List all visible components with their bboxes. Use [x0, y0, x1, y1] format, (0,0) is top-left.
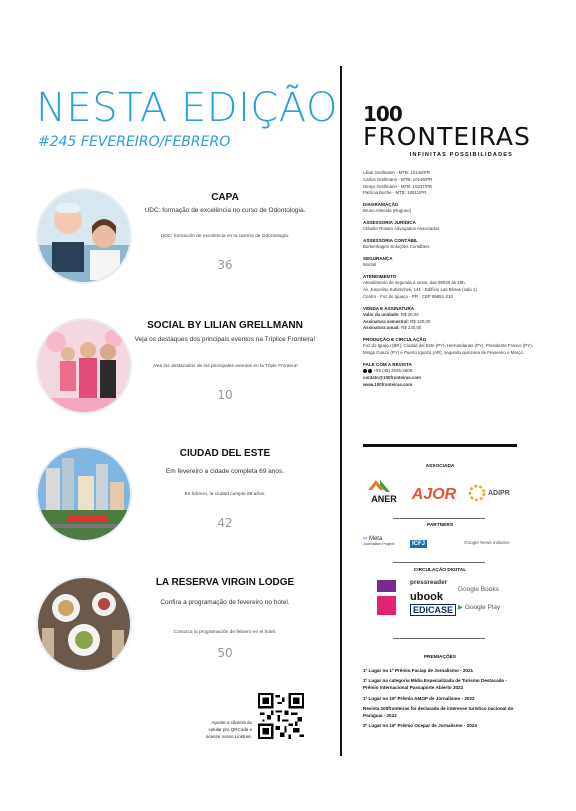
website-link[interactable]: www.100fronteiras.com — [363, 381, 413, 387]
phone-line[interactable]: +55 (45) 3025-2609 — [363, 368, 533, 375]
premiacoes-heading: PREMIAÇÕES — [423, 655, 457, 660]
journalist-line: Denys Grellmann - MTB: 10337/PR — [363, 183, 433, 189]
prizes-list — [363, 668, 523, 734]
pressreader-logo[interactable]: pressreader — [410, 579, 448, 586]
aner-logo[interactable] — [366, 478, 402, 508]
article-page-number: 50 — [217, 646, 233, 660]
section-heading: VENDA E ASSINATURA — [363, 305, 415, 311]
article-page-number: 36 — [217, 258, 233, 272]
svg-text:ADIPR: ADIPR — [488, 490, 510, 497]
article-summary-es: Conozca la programación de febrero en el hotel. — [173, 630, 277, 635]
email-link[interactable]: contato@100fronteiras.com — [363, 374, 421, 380]
partners-heading: PARTNERS — [426, 523, 454, 528]
meta-logo[interactable]: ∞ Meta Journalism Project — [363, 536, 395, 546]
section-heading: SEGURANÇA — [363, 256, 393, 262]
circulacao-heading: CIRCULAÇÃO DIGITAL — [413, 568, 467, 573]
article-title[interactable]: LA RESERVA VIRGIN LODGE — [155, 577, 295, 588]
svg-text:ANER: ANER — [371, 494, 397, 504]
article-summary-pt: Confira a programação de fevereiro no hotel. — [160, 599, 290, 606]
prize-item: Revista 100fronteiras foi declarada de interesse turístico nacional do Paraguai - 2022 — [363, 706, 514, 718]
qr-instructions: Aponte a câmera do celular pro QRCode e acesse nosso Linktree. — [205, 720, 252, 739]
divider — [393, 562, 485, 563]
prize-item: 3º Lugar no 16º Prêmio Ocepar de Jornalismo - 2024 — [363, 723, 477, 729]
brand-logo — [363, 102, 531, 159]
section-rule — [363, 444, 517, 447]
section-heading: PRODUÇÃO E CIRCULAÇÃO — [363, 337, 427, 343]
prize-item: 1º Lugar no 16º Prêmio AMOP de Jornalismo - 2022 — [363, 695, 475, 701]
app-store-tile-pink[interactable] — [377, 596, 396, 615]
section-value: Montal — [363, 262, 377, 268]
article-summary-pt: UDC: formação de excelência no curso de Odontologia. — [144, 207, 306, 214]
section-heading: ASSESSORIA CONTÁBIL — [363, 238, 418, 244]
article-summary-es: En febrero, la ciudad cumple 69 años. — [184, 492, 266, 497]
section-value: Centro - Foz do Iguaçu - PR - CEP 85851-210 — [363, 293, 453, 299]
divider — [393, 518, 485, 519]
price-line: Assinatura semestral: R$ 120,00 — [363, 318, 431, 324]
article-summary-pt: Veja os destaques dos principais eventos na Tríplice Fronteira! — [134, 336, 316, 343]
staff-box — [363, 170, 533, 393]
article-thumb-capa[interactable] — [36, 188, 132, 284]
issue-label: #245 FEVEREIRO/FEBRERO — [38, 134, 231, 150]
whatsapp-icon — [363, 369, 367, 373]
edicase-logo[interactable]: EDICASE — [410, 604, 456, 616]
google-books-logo[interactable]: Google Books — [458, 586, 499, 593]
prize-item: 1º Lugar no 1º Prêmio Faciap de Jornalismo - 2021 — [363, 668, 474, 673]
app-store-tile-purple[interactable] — [377, 580, 396, 592]
article-summary-es: UDC: formación de excelencia en la carrera de Odontología. — [160, 234, 290, 239]
google-play-icon: ▶ — [458, 604, 463, 611]
qr-code[interactable] — [258, 693, 304, 739]
article-title[interactable]: CIUDAD DEL ESTE — [179, 448, 271, 459]
svg-text:AJOR: AJOR — [411, 486, 457, 503]
article-thumb-ciudad[interactable] — [36, 446, 132, 542]
section-value: Foz do Iguaçu (BR), Ciudad del Este (PY), Hernandarias (PY), Presidente Franco (PY), Minga Guazú (PY) e Puerto Iguazú (AR), segunda quinzena de Fevereiro e Março. — [363, 343, 533, 356]
journalist-line: Carlos Grellmann - MTB: 10146/PR — [363, 176, 433, 182]
phone-icon — [368, 369, 372, 373]
brand-name: FRONTEIRAS — [363, 122, 531, 151]
section-value: Av. Juscelino Kubitschek, 141 - Edifício Las Brisas (sala 1) — [363, 287, 477, 292]
article-thumb-lodge[interactable] — [36, 576, 132, 672]
section-heading: ASSESSORIA JURÍDICA — [363, 220, 416, 226]
page-title: NESTA EDIÇÃO — [36, 85, 338, 131]
article-thumb-social[interactable] — [36, 318, 132, 414]
google-play-logo[interactable]: ▶ Google Play — [458, 604, 501, 611]
article-title[interactable]: SOCIAL BY LILIAN GRELLMANN — [147, 320, 303, 331]
section-heading: DIAGRAMAÇÃO — [363, 202, 399, 208]
article-page-number: 10 — [217, 388, 233, 402]
journalist-line: Lilian Grellmann - MTB: 10148/PR — [363, 170, 430, 175]
section-value: Cláudio Rosato Advogados Associados — [363, 226, 440, 232]
article-summary-pt: Em fevereiro a cidade completa 69 anos. — [165, 468, 285, 475]
column-divider — [340, 66, 342, 756]
divider — [393, 638, 485, 639]
section-heading: ATENDIMENTO — [363, 274, 397, 280]
article-title[interactable]: CAPA — [211, 192, 239, 203]
section-value: Bruno Almeida (Ruguno) — [363, 208, 412, 214]
ajor-logo[interactable] — [408, 482, 460, 504]
section-value: Atendimento de segunda à sexta, das 08h30 às 18h. — [363, 280, 466, 286]
article-page-number: 42 — [217, 516, 233, 530]
price-line: Assinatura anual: R$ 240,00 — [363, 325, 422, 331]
google-news-logo[interactable]: Google News Initiative — [464, 540, 510, 545]
article-summary-es: ¡Vea los destacados de los principales eventos en la Triple Frontera! — [152, 364, 298, 369]
brand-number: 100 — [363, 102, 402, 126]
adipr-logo[interactable] — [468, 482, 522, 504]
ubook-logo[interactable]: ubook — [410, 591, 443, 603]
brand-tagline: INFINITAS POSSIBILIDADES — [409, 152, 513, 159]
prize-item: 1º Lugar na categoria Mídia Especializada de Turismo Destacado - Prêmio Internacional Passaporte Abierto 2022 — [363, 678, 508, 691]
icfj-logo[interactable]: ICFJ — [412, 541, 426, 547]
price-line: Valor da unidade: R$ 20,00 — [363, 311, 419, 317]
journalist-line: Patrícia Buche - MTB: 10911/PR — [363, 190, 427, 196]
section-value: Borkenhagen Soluções Contábeis — [363, 244, 430, 250]
section-heading: FALE COM A REVISTA — [363, 362, 412, 368]
associada-heading: ASSOCIADA — [425, 464, 455, 469]
